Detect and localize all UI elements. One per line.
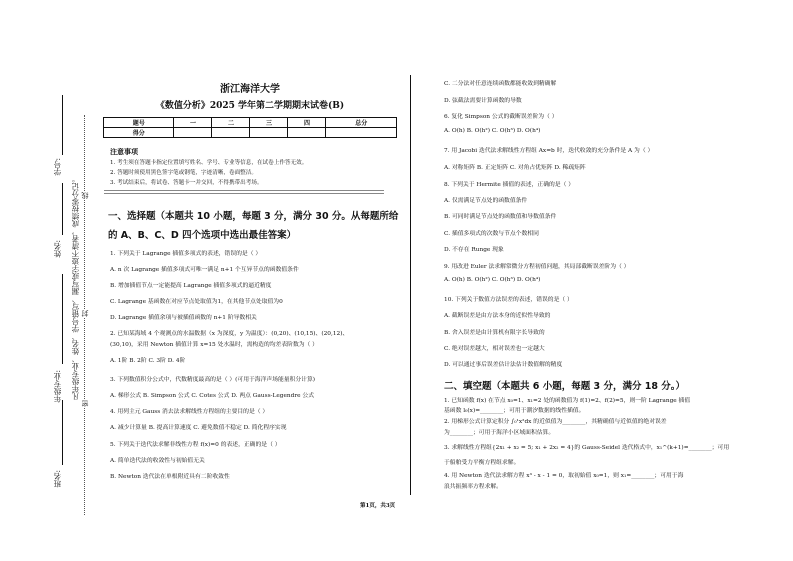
question-line: B. 可同时满足节点处的函数值和导数值条件 (444, 214, 557, 220)
question-line: A. O(h) B. O(h²) C. O(h³) D. O(h⁴) (444, 277, 541, 283)
fill-line: 2. 用梯形公式计算定积分 ∫₀¹x²dx 的近似值为________，其精确值与近似值的绝对误差 (444, 419, 667, 425)
section2-title: 二、填空题（本题共 6 小题，每题 3 分，满分 18 分。） (444, 381, 686, 392)
page-number: 第1页，共3页 (360, 503, 396, 509)
score-cell: 题号 (104, 118, 174, 128)
question-line: A. 减少计算量 B. 提高计算速度 C. 避免数值不稳定 D. 简化程序实现 (110, 425, 287, 431)
question-line: D. 可以通过事后误差估计法估计数值解的精度 (444, 362, 563, 368)
binding-warning: 凡年级专业、姓名、学号错写、漏写或字迹不清者，成绩按零分记。 (71, 175, 80, 400)
score-cell (288, 128, 326, 138)
score-cell: 三 (250, 118, 288, 128)
question-line: 9. 用改进 Euler 法求解常微分方程初值问题，其局部截断误差阶为（ ） (444, 264, 630, 270)
question-line: A. O(h) B. O(h²) C. O(h³) D. O(h⁴) (444, 128, 541, 134)
score-table (103, 117, 397, 138)
score-cell: 二 (212, 118, 250, 128)
double-rule-divider (104, 190, 384, 194)
question-line: 2. 已知某海域 4 个观测点的水温数据（x 为深度，y 为温度）：(0,20)、(10,15)、(20,12)、 (110, 331, 349, 337)
question-line: 3. 下列数值积分公式中，代数精度最高的是（ ）(可用于海洋声场能量积分计算) (110, 377, 316, 383)
notice-item: 2. 答题时须使用黑色签字笔或钢笔，字迹清晰，卷面整洁。 (110, 170, 257, 176)
score-cell (212, 128, 250, 138)
university-name: 浙江海洋大学 (220, 84, 280, 95)
question-line: D. 弦截法需要计算函数的导数 (444, 98, 522, 104)
question-line: A. 简单迭代法的收敛性与初始值无关 (110, 458, 205, 464)
question-line: D. 不存在 Runge 现象 (444, 247, 504, 253)
name-label: 姓名: (53, 240, 62, 258)
question-line: A. n 次 Lagrange 插值多项式可唯一满足 n+1 个互异节点的函数值条件 (110, 267, 299, 273)
section1-title-line1: 一、选择题（本题共 10 小题，每题 3 分，满分 30 分。从每题所给 (108, 211, 399, 222)
score-cell: 得分 (104, 128, 174, 138)
question-line: 7. 用 Jacobi 迭代法求解线性方程组 Ax=b 时，迭代收敛的充分条件是 A 为（ ） (444, 148, 654, 154)
notice-item: 3. 考试结束后，将试卷、答题卡一并交回，不得携带出考场。 (110, 180, 263, 186)
binding-line-mid2 (62, 274, 63, 364)
score-cell: 一 (174, 118, 212, 128)
question-line: C. Lagrange 基函数在对应节点处取值为1，在其他节点处取值为0 (110, 299, 283, 305)
score-cell: 总分 (326, 118, 397, 128)
binding-line-lower (62, 400, 63, 465)
question-line: B. 舍入误差是由计算机有限字长导致的 (444, 330, 545, 336)
fill-line: 4. 用 Newton 迭代法求解方程 x³ - x - 1 = 0，取初始值 x₀=1，则 x₁=________；可用于海 (444, 473, 684, 479)
fill-line: 3. 求解线性方程组{2x₁ + x₂ = 5; x₁ + 2x₂ = 4}的 Gauss-Seidel 迭代格式中，x₁^(k+1)=________；可用 (444, 445, 730, 451)
question-line: (30,10)，采用 Newton 插值计算 x=15 处水温时，需构造的均差表阶数为（ ） (110, 342, 318, 348)
fill-line: 为________；可用于海洋小区域面积估算。 (444, 430, 555, 436)
score-cell (174, 128, 212, 138)
question-line: 1. 下列关于 Lagrange 插值多项式的表述，错误的是（ ） (110, 251, 262, 257)
question-line: D. Lagrange 插值余项与被插值函数的 n+1 阶导数相关 (110, 315, 257, 321)
fill-line: 1. 已知函数 f(x) 在节点 x₀=1、x₁=2 处的函数值为 f(1)=2、f(2)=5，则一阶 Lagrange 插值 (444, 398, 691, 404)
notice-item: 1. 考生须在答题卡指定位置填写姓名、学号、专业等信息，在试卷上作答无效。 (110, 160, 308, 166)
binding-line-upper (62, 95, 63, 155)
question-line: 8. 下列关于 Hermite 插值的表述，正确的是（ ） (444, 182, 575, 188)
question-line: 5. 下列关于迭代法求解非线性方程 f(x)=0 的表述，正确的是（ ） (110, 442, 281, 448)
column-divider (410, 75, 411, 495)
question-line: 10. 下列关于数值方法误差的表述，错误的是（ ） (444, 297, 573, 303)
question-line: C. 绝对误差越大，相对误差也一定越大 (444, 346, 545, 352)
binding-line-mid1 (62, 183, 63, 235)
question-line: A. 梯形公式 B. Simpson 公式 C. Cotes 公式 D. 两点 Gauss-Legendre 公式 (110, 393, 315, 399)
score-table-score-row (104, 128, 397, 138)
score-cell: 四 (288, 118, 326, 128)
fill-line: 基函数 l₀(x)=________；可用于潮汐数据的线性插值。 (444, 408, 585, 414)
fill-line: 于船舶受力平衡方程组求解。 (444, 460, 520, 466)
question-line: C. 插值多项式的次数与节点个数相同 (444, 231, 539, 237)
exam-title: 《数值分析》2025 学年第二学期期末试卷(B) (155, 101, 345, 111)
question-line: C. 二分法对任意连续函数都能收敛到精确解 (444, 81, 557, 87)
question-line: B. 增加插值节点一定能提高 Lagrange 插值多项式的逼近精度 (110, 283, 272, 289)
class-label: 班名: (53, 470, 62, 488)
question-line: A. 仅需满足节点处的函数值条件 (444, 198, 528, 204)
score-cell (326, 128, 397, 138)
question-line: A. 1阶 B. 2阶 C. 3阶 D. 4阶 (110, 358, 186, 364)
question-line: A. 对称矩阵 B. 正定矩阵 C. 对角占优矩阵 D. 稀疏矩阵 (444, 165, 586, 171)
notice-title: 注意事项 (110, 147, 138, 156)
student-id-label: 学号: (53, 158, 62, 176)
score-cell (250, 128, 288, 138)
seal-char-xian: 线 (81, 192, 89, 199)
question-line: 6. 复化 Simpson 公式的截断误差阶为（ ） (444, 114, 558, 120)
question-line: 4. 用列主元 Gauss 消去法求解线性方程组的主要目的是（ ） (110, 409, 269, 415)
fill-line: 浪共振频率方程求解。 (444, 484, 502, 490)
question-line: B. Newton 迭代法在单根附近具有二阶收敛性 (110, 474, 230, 480)
seal-char-feng: 封 (81, 310, 89, 317)
score-table-header-row (104, 118, 397, 128)
seal-char-mi: 密 (81, 400, 89, 407)
question-line: A. 截断误差是由方法本身的近似性导致的 (444, 313, 551, 319)
section1-title-line2: 的 A、B、C、D 四个选项中选出最佳答案） (108, 230, 297, 241)
grade-major-label: 年级专业: (53, 370, 62, 403)
